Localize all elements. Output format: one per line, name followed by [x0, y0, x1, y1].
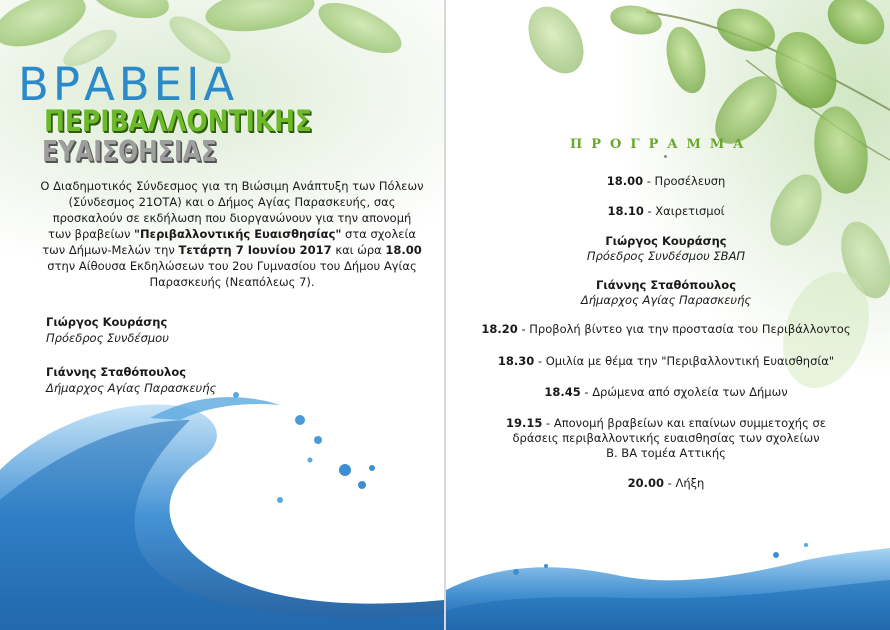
signer-role: Πρόεδρος Συνδέσμου — [46, 331, 169, 345]
water-splash-image — [446, 543, 890, 630]
intro-part-3: και ώρα — [331, 243, 386, 257]
signer-mayor — [46, 364, 216, 396]
program-time: 18.20 — [481, 322, 518, 336]
intro-part-2: στα σχολεία των Δήμων-Μελών την — [42, 227, 416, 257]
program-speaker — [476, 234, 856, 264]
intro-award-name: "Περιβαλλοντικής Ευαισθησίας" — [134, 227, 342, 241]
signer-role: Δήμαρχος Αγίας Παρασκευής — [46, 381, 217, 395]
speaker-role: Πρόεδρος Συνδέσμου ΣΒΑΠ — [586, 249, 746, 263]
program-item — [476, 416, 856, 461]
program-time: 18.30 — [497, 354, 535, 368]
program-text: - Προβολή βίντεο για την προστασία του Περιβάλλοντος — [517, 322, 851, 336]
program-item — [476, 354, 856, 369]
program-time: 19.15 — [505, 416, 543, 430]
program-item — [476, 385, 856, 400]
program-item — [476, 322, 856, 337]
intro-date: Τετάρτη 7 Ιουνίου 2017 — [178, 243, 332, 257]
program-text: - Λήξη — [664, 476, 705, 490]
green-leaves-image — [517, 0, 890, 400]
water-splash-image — [0, 392, 444, 630]
title-environmental: ΠΕΡΙΒΑΛΛΟΝΤΙΚΗΣ — [44, 104, 312, 138]
program-text: - Προσέλευση — [643, 174, 726, 188]
intro-part-4: στην Αίθουσα Εκδηλώσεων του 2ου Γυμνασίου του Δήμου Αγίας Παρασκευής (Νεαπόλεως 7). — [47, 259, 417, 289]
program-title: ΠΡΟΓΡΑΜΜΑ — [570, 137, 753, 152]
program-text: - Απονομή βραβείων και επαίνων συμμετοχής σε — [542, 416, 827, 430]
program-text: - Χαιρετισμοί — [643, 204, 725, 218]
left-page — [0, 0, 444, 630]
program-item — [476, 174, 856, 189]
program-time: 18.00 — [606, 174, 644, 188]
speaker-role: Δήμαρχος Αγίας Παρασκευής — [580, 293, 752, 307]
program-item — [476, 204, 856, 219]
invitation-text — [40, 178, 424, 290]
title-awards: ΒΡΑΒΕΙΑ — [18, 58, 239, 111]
program-text-line-3: Β. ΒΑ τομέα Αττικής — [606, 446, 726, 460]
program-time: 20.00 — [627, 476, 665, 490]
title-dot — [664, 155, 667, 158]
program-item — [476, 476, 856, 491]
signer-president — [46, 314, 169, 346]
speaker-name: Γιάννης Σταθόπουλος — [595, 278, 737, 292]
speaker-name: Γιώργος Κουράσης — [605, 234, 727, 248]
intro-part-1: Ο Διαδημοτικός Σύνδεσμος για τη Βιώσιμη Ανάπτυξη των Πόλεων (Σύνδεσμος 21ΟΤΑ) και ο Δήμος Αγίας Παρασκευής, σας προσκαλούν σε εκδήλωση που διοργανώνουν για την απονομή των βραβείων — [40, 179, 424, 241]
signer-name: Γιάννης Σταθόπουλος — [46, 365, 187, 379]
program-time: 18.10 — [607, 204, 644, 218]
right-page — [446, 0, 890, 630]
title-awareness: ΕΥΑΙΣΘΗΣΙΑΣ — [42, 135, 217, 168]
program-text-line-2: δράσεις περιβαλλοντικής ευαισθησίας των σχολείων — [512, 431, 820, 445]
intro-time: 18.00 — [385, 243, 422, 257]
program-text: - Δρώμενα από σχολεία των Δήμων — [580, 385, 788, 399]
right-decoration — [446, 0, 890, 630]
program-text: - Ομιλία με θέμα την "Περιβαλλοντική Ευαισθησία" — [534, 354, 835, 368]
program-speaker — [476, 278, 856, 308]
program-time: 18.45 — [544, 385, 581, 399]
signer-name: Γιώργος Κουράσης — [46, 315, 168, 329]
